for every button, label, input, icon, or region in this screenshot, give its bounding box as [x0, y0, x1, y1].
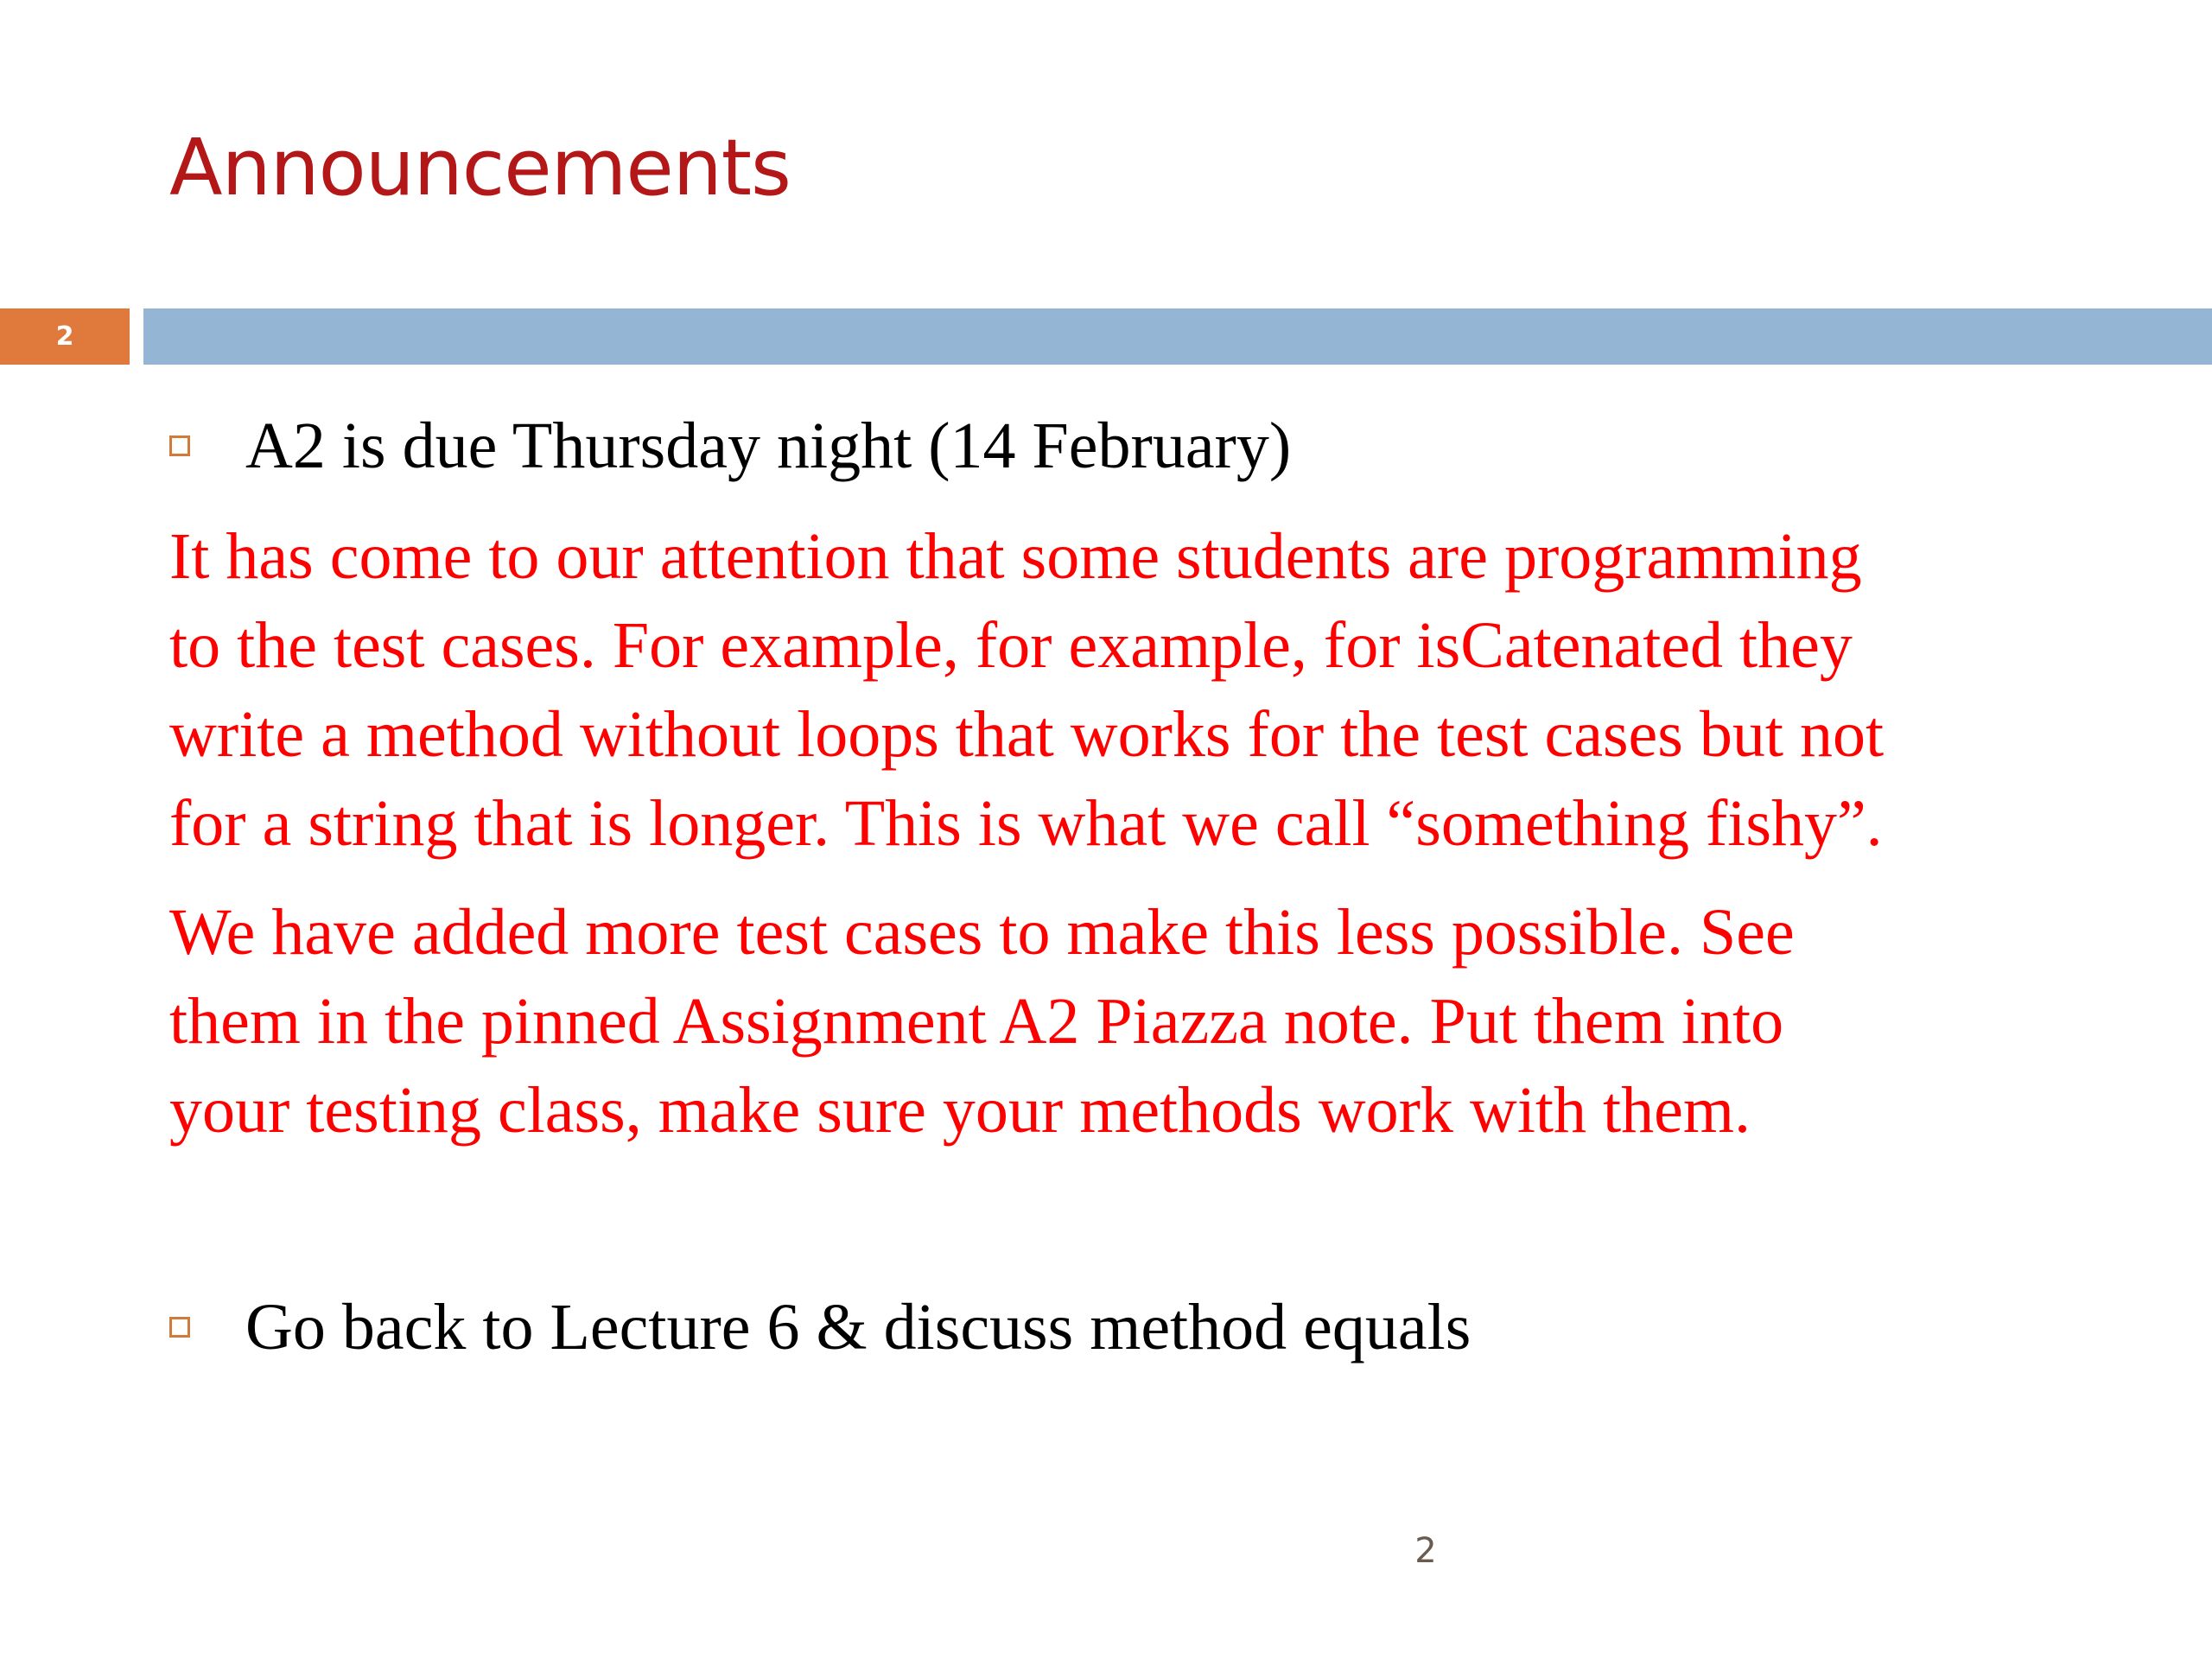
- paragraph-line: to the test cases. For example, for example, for isCatenated they: [169, 609, 1853, 682]
- slide-number-badge: 2: [0, 308, 130, 365]
- accent-bar: [143, 308, 2212, 365]
- bullet-text: Go back to Lecture 6 & discuss method equals: [245, 1291, 1471, 1363]
- notice-paragraph-1: [169, 512, 2174, 868]
- footer-page-number: 2: [1414, 1531, 1437, 1571]
- paragraph-line: write a method without loops that works for the test cases but not: [169, 698, 1885, 771]
- paragraph-line: It has come to our attention that some students are programming: [169, 520, 1862, 593]
- header-bar: [0, 308, 2212, 365]
- notice-paragraph-2: [169, 888, 2174, 1155]
- bullet-item-due-date: [169, 410, 1292, 482]
- paragraph-line: your testing class, make sure your methods work with them.: [169, 1074, 1751, 1147]
- bullet-item-lecture: [169, 1291, 1471, 1363]
- square-bullet-icon: [169, 1317, 190, 1338]
- slide-title: Announcements: [169, 123, 791, 213]
- paragraph-line: for a string that is longer. This is what we call “something fishy”.: [169, 787, 1883, 860]
- square-bullet-icon: [169, 435, 190, 456]
- paragraph-line: them in the pinned Assignment A2 Piazza note. Put them into: [169, 985, 1784, 1058]
- bullet-text: A2 is due Thursday night (14 February): [245, 410, 1292, 482]
- paragraph-line: We have added more test cases to make this less possible. See: [169, 896, 1795, 969]
